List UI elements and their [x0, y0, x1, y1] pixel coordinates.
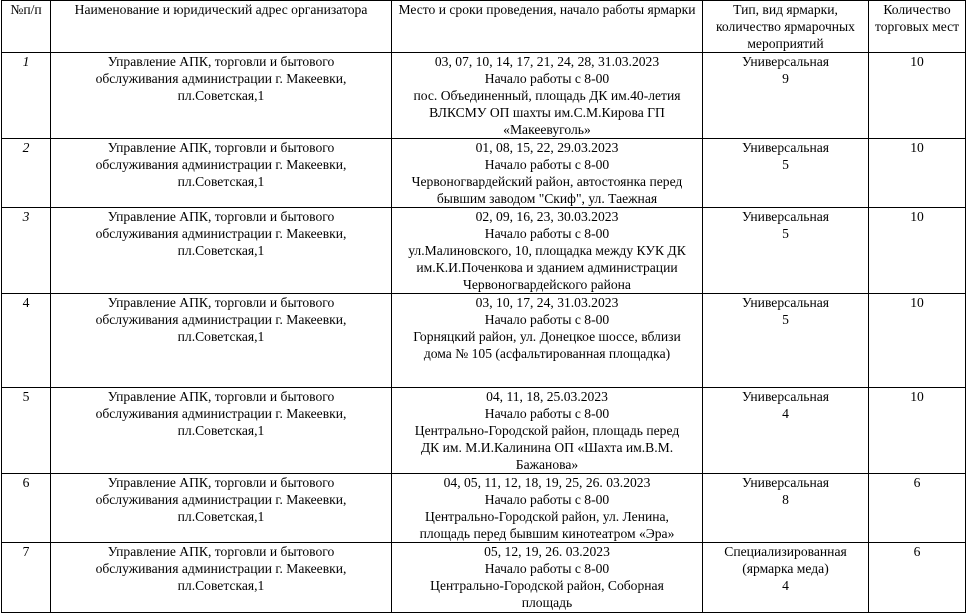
row-number: 7 [2, 543, 51, 613]
place-dates-cell: 05, 12, 19, 26. 03.2023 Начало работы с 8-00 Центрально-Городской район, Соборная площадь [392, 543, 703, 613]
row-number: 1 [2, 53, 51, 139]
row-number: 4 [2, 294, 51, 388]
place-dates-cell: 04, 05, 11, 12, 18, 19, 25, 26. 03.2023 Начало работы с 8-00 Центрально-Городской район, ул. Ленина, площадь перед бывшим кинотеатром «Эра» [392, 474, 703, 543]
trade-places-cell: 10 [869, 208, 966, 294]
trade-places-cell: 10 [869, 294, 966, 388]
place-dates-cell: 02, 09, 16, 23, 30.03.2023 Начало работы с 8-00 ул.Малиновского, 10, площадка между КУК ДК им.К.И.Поченкова и зданием администрации Червоногвардейского района [392, 208, 703, 294]
row-number: 6 [2, 474, 51, 543]
place-dates-cell: 01, 08, 15, 22, 29.03.2023 Начало работы с 8-00 Червоногвардейский район, автостоянка перед бывшим заводом "Скиф", ул. Таежная [392, 139, 703, 208]
organizer-cell: Управление АПК, торговли и бытового обслуживания администрации г. Макеевки, пл.Советская,1 [51, 474, 392, 543]
organizer-cell: Управление АПК, торговли и бытового обслуживания администрации г. Макеевки, пл.Советская,1 [51, 53, 392, 139]
fair-type-cell: Универсальная 5 [703, 294, 869, 388]
table-row [2, 139, 966, 208]
header-place-dates: Место и сроки проведения, начало работы ярмарки [392, 1, 703, 53]
place-dates-cell: 04, 11, 18, 25.03.2023 Начало работы с 8-00 Центрально-Городской район, площадь перед ДК им. М.И.Калинина ОП «Шахта им.В.М. Бажанова» [392, 388, 703, 474]
fair-type-cell: Универсальная 8 [703, 474, 869, 543]
trade-places-cell: 10 [869, 139, 966, 208]
table-row [2, 294, 966, 388]
row-number: 2 [2, 139, 51, 208]
fair-type-cell: Специализированная (ярмарка меда) 4 [703, 543, 869, 613]
row-number: 3 [2, 208, 51, 294]
organizer-cell: Управление АПК, торговли и бытового обслуживания администрации г. Макеевки, пл.Советская,1 [51, 294, 392, 388]
table-row [2, 388, 966, 474]
table-row [2, 53, 966, 139]
fair-type-cell: Универсальная 4 [703, 388, 869, 474]
table-row [2, 474, 966, 543]
trade-places-cell: 6 [869, 474, 966, 543]
organizer-cell: Управление АПК, торговли и бытового обслуживания администрации г. Макеевки, пл.Советская,1 [51, 543, 392, 613]
fair-type-cell: Универсальная 9 [703, 53, 869, 139]
header-fair-type: Тип, вид ярмарки, количество ярмарочных мероприятий [703, 1, 869, 53]
organizer-cell: Управление АПК, торговли и бытового обслуживания администрации г. Макеевки, пл.Советская,1 [51, 388, 392, 474]
trade-places-cell: 10 [869, 388, 966, 474]
place-dates-cell: 03, 10, 17, 24, 31.03.2023 Начало работы с 8-00 Горняцкий район, ул. Донецкое шоссе, вблизи дома № 105 (асфальтированная площадка) [392, 294, 703, 388]
header-number: №п/п [2, 1, 51, 53]
organizer-cell: Управление АПК, торговли и бытового обслуживания администрации г. Макеевки, пл.Советская,1 [51, 208, 392, 294]
table-row [2, 208, 966, 294]
header-row [2, 1, 966, 53]
header-trade-places: Количество торговых мест [869, 1, 966, 53]
fairs-table [1, 0, 966, 613]
organizer-cell: Управление АПК, торговли и бытового обслуживания администрации г. Макеевки, пл.Советская,1 [51, 139, 392, 208]
place-dates-cell: 03, 07, 10, 14, 17, 21, 24, 28, 31.03.2023 Начало работы с 8-00 пос. Объединенный, площадь ДК им.40-летия ВЛКСМУ ОП шахты им.С.М.Кирова ГП «Макеевуголь» [392, 53, 703, 139]
fair-type-cell: Универсальная 5 [703, 208, 869, 294]
trade-places-cell: 10 [869, 53, 966, 139]
fair-type-cell: Универсальная 5 [703, 139, 869, 208]
trade-places-cell: 6 [869, 543, 966, 613]
row-number: 5 [2, 388, 51, 474]
header-organizer: Наименование и юридический адрес организатора [51, 1, 392, 53]
table-row [2, 543, 966, 613]
